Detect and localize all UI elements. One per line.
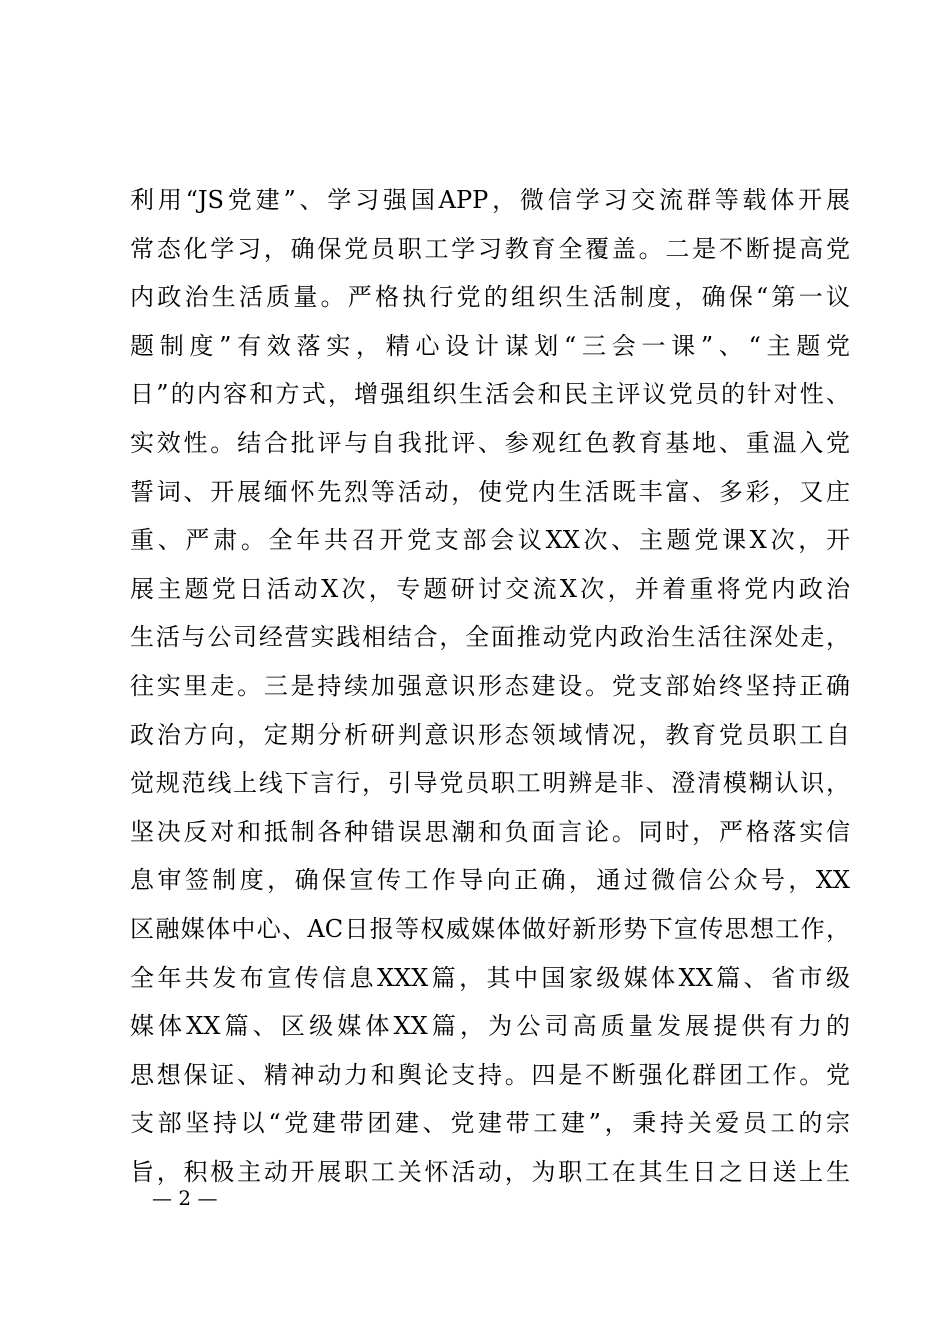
text-line: 支部坚持以“党建带团建、党建带工建”，秉持关爱员工的宗 [130, 1109, 850, 1138]
text-line: 日”的内容和方式，增强组织生活会和民主评议党员的针对性、 [130, 380, 850, 409]
text-line: 坚决反对和抵制各种错误思潮和负面言论。同时，严格落实信 [130, 817, 850, 846]
text-line: 利用“JS党建”、学习强国APP，微信学习交流群等载体开展 [130, 186, 850, 214]
text-line: 生活与公司经营实践相结合，全面推动党内政治生活往深处走， [130, 623, 850, 652]
text-line: 全年共发布宣传信息XXX篇，其中国家级媒体XX篇、省市级 [130, 963, 850, 992]
text-line: 政治方向，定期分析研判意识形态领域情况，教育党员职工自 [130, 720, 850, 749]
body-text [130, 176, 850, 1196]
text-line: 常态化学习，确保党员职工学习教育全覆盖。二是不断提高党 [130, 234, 850, 263]
text-line: 媒体XX篇、区级媒体XX篇，为公司高质量发展提供有力的 [130, 1012, 850, 1041]
text-line: 觉规范线上线下言行，引导党员职工明辨是非、澄清模糊认识， [130, 769, 850, 798]
text-line: 题制度”有效落实，精心设计谋划“三会一课”、“主题党 [130, 331, 850, 360]
text-line: 息审签制度，确保宣传工作导向正确，通过微信公众号，XX [130, 866, 850, 895]
text-line: 思想保证、精神动力和舆论支持。四是不断强化群团工作。党 [130, 1060, 850, 1089]
text-line: 往实里走。三是持续加强意识形态建设。党支部始终坚持正确 [130, 671, 850, 700]
text-line: 旨，积极主动开展职工关怀活动，为职工在其生日之日送上生 [130, 1157, 850, 1186]
page-number: — 2 — [152, 1186, 218, 1210]
text-line: 区融媒体中心、AC日报等权威媒体做好新形势下宣传思想工作， [130, 914, 850, 943]
text-line: 重、严肃。全年共召开党支部会议XX次、主题党课X次，开 [130, 526, 850, 555]
text-line: 誓词、开展缅怀先烈等活动，使党内生活既丰富、多彩，又庄 [130, 477, 850, 506]
text-line: 内政治生活质量。严格执行党的组织生活制度，确保“第一议 [130, 283, 850, 312]
text-line: 展主题党日活动X次，专题研讨交流X次，并着重将党内政治 [130, 574, 850, 603]
text-line: 实效性。结合批评与自我批评、参观红色教育基地、重温入党 [130, 428, 850, 457]
